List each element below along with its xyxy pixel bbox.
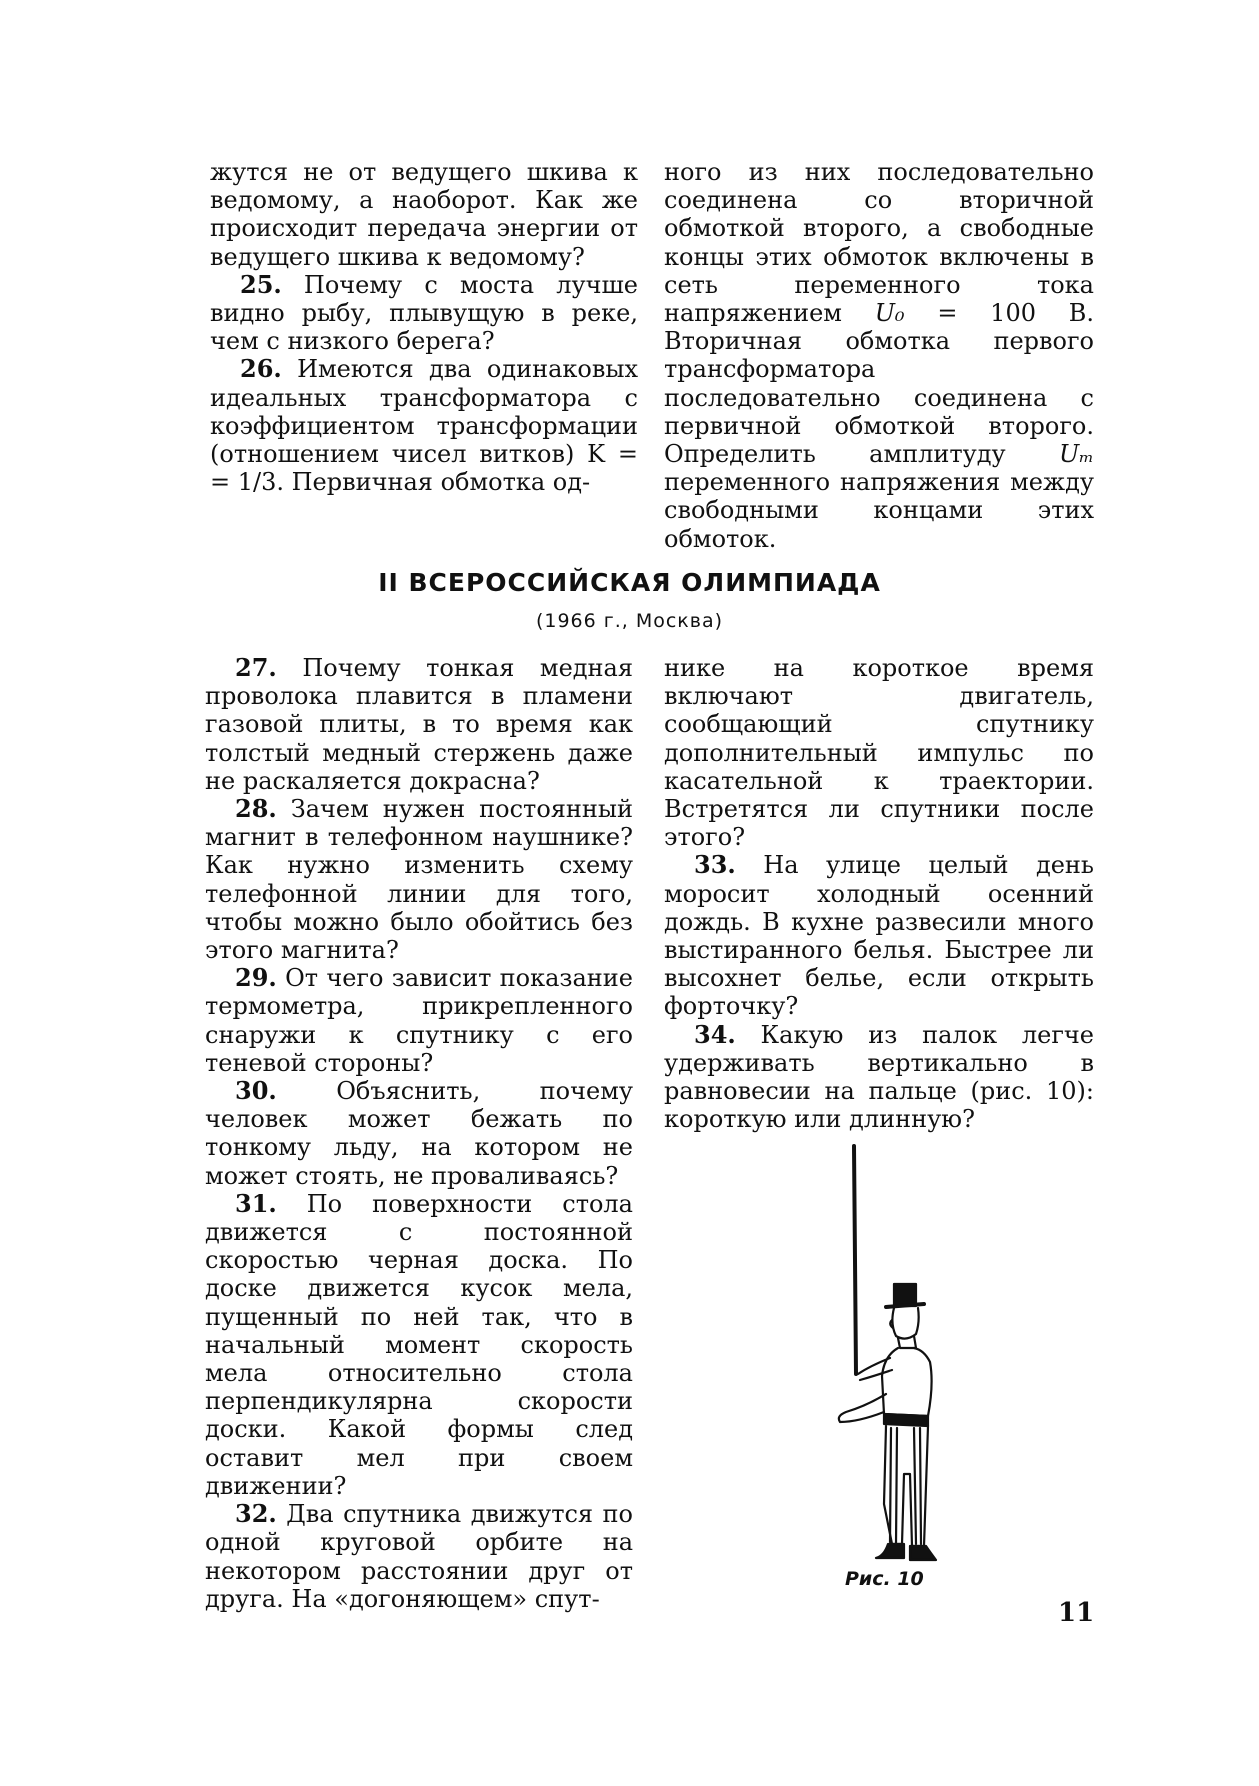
stick	[854, 1146, 856, 1374]
problem-text: По поверхности стола движется с постоянной скоростью черная доска. По доске движется кусок мела, пущенный по ней так, что в начальный момент скорость мела относительно стола перпендикулярна скорости доски. Какой формы след оставит мел при своем движении?	[205, 1189, 633, 1500]
problem-number: 32.	[235, 1499, 277, 1529]
problem-27	[205, 654, 633, 795]
section-title: II ВСЕРОССИЙСКАЯ ОЛИМПИАДА	[378, 568, 881, 597]
top-left-column	[210, 158, 638, 496]
problem-text: Объяснить, почему человек может бежать по тонкому льду, на котором не может стоять, не проваливаясь?	[205, 1077, 633, 1190]
problem-text: Почему тонкая медная проволока плавится в пламени газовой плиты, в то время как толстый медный стержень даже не раскаляется докрасна?	[205, 654, 633, 795]
problem-25	[210, 271, 638, 356]
problem-number: 31.	[235, 1188, 277, 1218]
continued-paragraph: нике на короткое время включают двигатель, сообщающий спутнику дополнительный импульс по касательной к траектории. Встретятся ли спутники после этого?	[664, 654, 1094, 852]
problem-text: Зачем нужен постоянный магнит в телефонном наушнике? Как нужно изменить схему телефонной линии для того, чтобы можно было обойтись без этого магнита?	[205, 795, 633, 965]
problem-number: 27.	[235, 653, 277, 682]
continued-paragraph	[664, 158, 1094, 553]
bottom-left-column	[205, 654, 633, 1613]
problem-number: 26.	[240, 354, 282, 384]
figure-caption: Рис. 10	[845, 1568, 924, 1590]
problem-text: Имеются два одинаковых идеальных трансформатора с коэффициентом трансформации (отношением чисел витков) K = = 1/3. Первичная обмотка од-	[210, 355, 638, 497]
left-shoe	[876, 1544, 904, 1558]
amplitude-symbol: Uₘ	[1059, 440, 1094, 469]
problem-number: 25.	[240, 269, 282, 299]
problem-26	[210, 355, 638, 496]
problem-text: Почему с моста лучше видно рыбу, плывущую в реке, чем с низкого берега?	[210, 270, 638, 356]
figure-stick-balancing-illustration	[806, 1144, 946, 1584]
problem-text: Какую из палок легче удерживать вертикально в равновесии на пальце (рис. 10): короткую или длинную?	[664, 1020, 1094, 1134]
problem-29	[205, 964, 633, 1077]
problem-number: 34.	[694, 1019, 736, 1049]
problem-28	[205, 795, 633, 964]
problem-32	[205, 1500, 633, 1613]
bottom-right-column	[664, 654, 1094, 1133]
section-subtitle: (1966 г., Москва)	[535, 610, 724, 632]
problem-number: 29.	[235, 963, 277, 993]
continued-paragraph: жутся не от ведущего шкива к ведомому, а наоборот. Как же происходит передача энергии от ведущего шкива к ведомому?	[210, 158, 638, 271]
problem-34	[664, 1021, 1094, 1134]
right-shoe	[910, 1546, 936, 1560]
problem-33	[664, 851, 1094, 1020]
problem-text: От чего зависит показание термометра, прикрепленного снаружи к спутнику с его теневой стороны?	[205, 964, 633, 1077]
problem-number: 33.	[694, 850, 736, 880]
text-segment: переменного напряжения между свободными концами этих обмоток.	[664, 468, 1094, 553]
head	[892, 1308, 918, 1339]
page-number: 11	[1058, 1598, 1095, 1628]
voltage-symbol: U₀	[874, 299, 905, 328]
top-hat	[894, 1284, 916, 1306]
text-segment: = 100 В. Вторичная обмотка первого трансформатора последовательно соединена с первичной обмоткой второго. Определить амплитуду	[664, 299, 1094, 469]
problem-text: Два спутника движутся по одной круговой орбите на некотором расстоянии друг от друга. На «догоняющем» спут-	[205, 1500, 633, 1613]
belt	[884, 1414, 928, 1426]
problem-number: 28.	[235, 794, 277, 824]
hand	[839, 1394, 886, 1422]
text-segment: ного из них последовательно соединена со вторичной обмоткой второго, а свободные концы этих обмоток включены в сеть переменного тока напряжением	[664, 158, 1094, 328]
problem-31	[205, 1190, 633, 1500]
problem-number: 30.	[235, 1076, 277, 1106]
top-right-column	[664, 158, 1094, 553]
problem-30	[205, 1077, 633, 1190]
problem-text: На улице целый день моросит холодный осенний дождь. В кухне развесили много выстиранного белья. Быстрее ли высохнет белье, если открыть форточку?	[664, 851, 1094, 1021]
